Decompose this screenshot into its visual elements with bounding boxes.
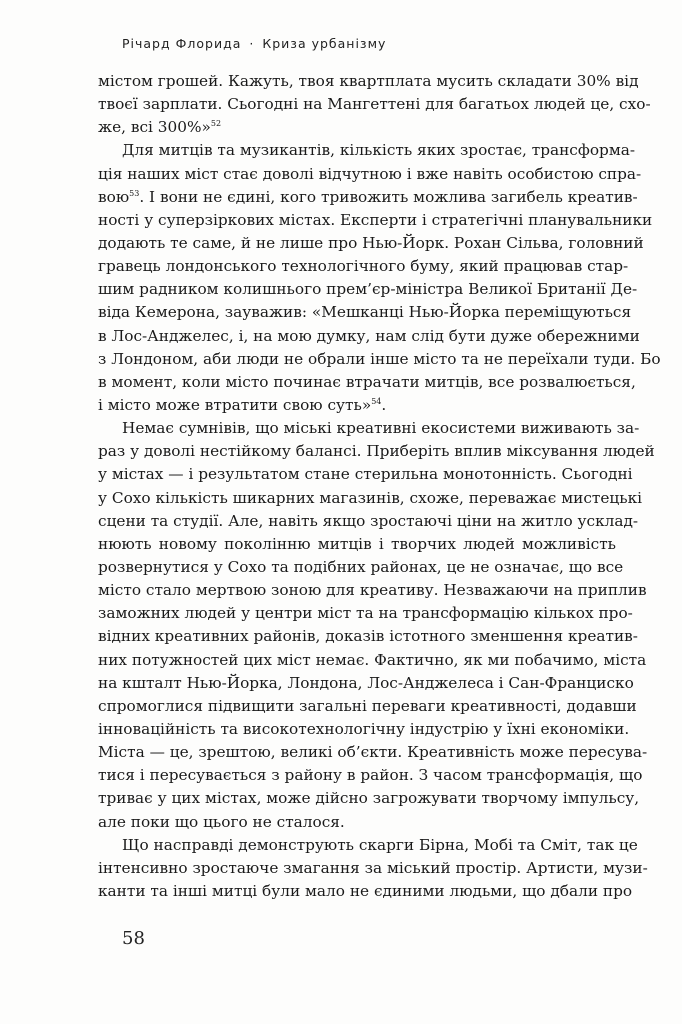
text-line-content: шим радником колишнього прем’єр-міністра Великої Британії Де- — [98, 280, 638, 299]
text-line-content: відних креативних районів, доказів істотного зменшення креатив- — [98, 627, 638, 646]
text-line-content: них потужностей цих міст немає. Фактично, як ми побачимо, міста — [98, 650, 647, 669]
text-line — [98, 880, 633, 903]
text-line — [98, 718, 630, 741]
text-line-content: але поки що цього не сталося. — [98, 812, 345, 831]
footnote-marker: 52 — [210, 119, 222, 129]
text-line — [98, 278, 638, 301]
running-head-title: Криза урбанізму — [262, 36, 387, 51]
text-line-content: заможних людей у центри міст та на трансформацію кількох про- — [98, 604, 633, 623]
text-line-content: Немає сумнівів, що міські креативні екосистеми виживають за- — [122, 419, 640, 438]
text-line — [98, 811, 616, 834]
text-line-content: ності у суперзіркових містах. Експерти і стратегічні планувальники — [98, 210, 653, 229]
text-line — [98, 93, 651, 116]
text-line — [98, 695, 637, 718]
text-line — [98, 857, 648, 880]
text-line-content: і місто може втратити свою суть» — [98, 395, 372, 414]
text-line — [98, 186, 638, 209]
text-line — [98, 440, 655, 463]
text-line-content: віда Кемерона, зауважив: «Мешканці Нью-Йорка переміщуються — [98, 303, 632, 322]
text-line — [98, 556, 624, 579]
text-line-content: на кшталт Нью-Йорка, Лондона, Лос-Анджелеса і Сан-Франциско — [98, 673, 634, 692]
text-line-content: твоєї зарплати. Сьогодні на Мангеттені для багатьох людей це, схо- — [98, 95, 651, 114]
text-line-content: ція наших міст стає доволі відчутною і вже навіть особистою спра- — [98, 164, 642, 183]
text-line-content: же, всі 300%» — [98, 118, 211, 137]
text-line — [98, 348, 661, 371]
text-line — [98, 672, 634, 695]
text-line-content: гравець лондонського технологічного буму, який працював стар- — [98, 257, 629, 276]
text-line — [98, 163, 642, 186]
text-line-content: триває у цих містах, може дійсно загрожувати творчому імпульсу, — [98, 789, 640, 808]
text-line — [98, 834, 638, 857]
text-line-continuation: . І вони не єдині, кого тривожить можлива загибель креатив- — [139, 187, 638, 206]
text-line-content: в момент, коли місто починає втрачати митців, все розвалюється, — [98, 372, 636, 391]
text-line-content: Що насправді демонструють скарги Бірна, Мобі та Сміт, так це — [122, 835, 638, 854]
text-line — [98, 325, 640, 348]
text-line — [98, 255, 629, 278]
running-head-separator: · — [249, 36, 255, 51]
text-line-content: з Лондоном, аби люди не обрали інше місто та не переїхали туди. Бо — [98, 349, 661, 368]
text-line-content: нюють новому поколінню митців і творчих людей можливість — [98, 534, 616, 553]
text-line-content: в Лос-Анджелес, і, на мою думку, нам слід бути дуже обережними — [98, 326, 640, 345]
text-line-content: інтенсивно зростаюче змагання за міський простір. Артисти, музи- — [98, 858, 648, 877]
text-line-content: сцени та студії. Але, навіть якщо зростаючі ціни на житло усклад- — [98, 511, 639, 530]
text-line-content: вою — [98, 187, 130, 206]
text-line — [98, 625, 638, 648]
text-line — [98, 371, 636, 394]
text-line-content: розвернутися у Сохо та подібних районах, це не означає, що все — [98, 557, 624, 576]
text-line-content: канти та інші митці були мало не єдиними людьми, що дбали про — [98, 881, 633, 900]
text-line-content: містом грошей. Кажуть, твоя квартплата мусить складати 30% від — [98, 72, 639, 90]
text-line-content: додають те саме, й не лише про Нью-Йорк. Рохан Сільва, головний — [98, 233, 644, 252]
body-text — [98, 70, 661, 903]
text-line — [98, 533, 616, 556]
text-line-continuation: . — [381, 395, 387, 414]
footnote-marker: 53 — [129, 188, 140, 198]
text-line-content: спромоглися підвищити загальні переваги креативності, додавши — [98, 696, 637, 715]
text-line — [98, 510, 639, 533]
text-line — [98, 579, 647, 602]
text-line — [98, 602, 633, 625]
text-line — [98, 116, 616, 139]
text-line — [98, 301, 632, 324]
text-line — [98, 741, 648, 764]
text-line — [98, 139, 636, 162]
text-line-content: Для митців та музикантів, кількість яких зростає, трансформа- — [122, 141, 636, 160]
running-head — [122, 36, 386, 51]
page-number: 58 — [122, 928, 145, 949]
text-line — [98, 787, 640, 810]
text-line-content: місто стало мертвою зоною для креативу. Незважаючи на приплив — [98, 581, 647, 600]
text-line-content: у Сохо кількість шикарних магазинів, схоже, переважає мистецькі — [98, 488, 643, 507]
text-line-content: тися і пересувається з району в район. З часом трансформація, що — [98, 766, 643, 785]
running-head-author: Річард Флорида — [122, 36, 242, 51]
text-line-content: Міста — це, зрештою, великі об’єкти. Креативність може пересува- — [98, 743, 648, 762]
text-line — [98, 232, 644, 255]
text-line — [98, 394, 616, 417]
text-line — [98, 649, 647, 672]
text-line-content: інноваційність та високотехнологічну індустрію у їхні економіки. — [98, 719, 630, 738]
text-line-content: раз у доволі нестійкому балансі. Приберіть вплив міксування людей — [98, 442, 655, 461]
text-line — [98, 764, 643, 787]
text-line-content: у містах — і результатом стане стерильна монотонність. Сьогодні — [98, 465, 633, 484]
footnote-marker: 54 — [371, 396, 382, 406]
text-line — [98, 209, 653, 232]
text-line — [98, 487, 643, 510]
text-line — [98, 70, 639, 93]
text-line — [98, 417, 640, 440]
text-line — [98, 463, 633, 486]
